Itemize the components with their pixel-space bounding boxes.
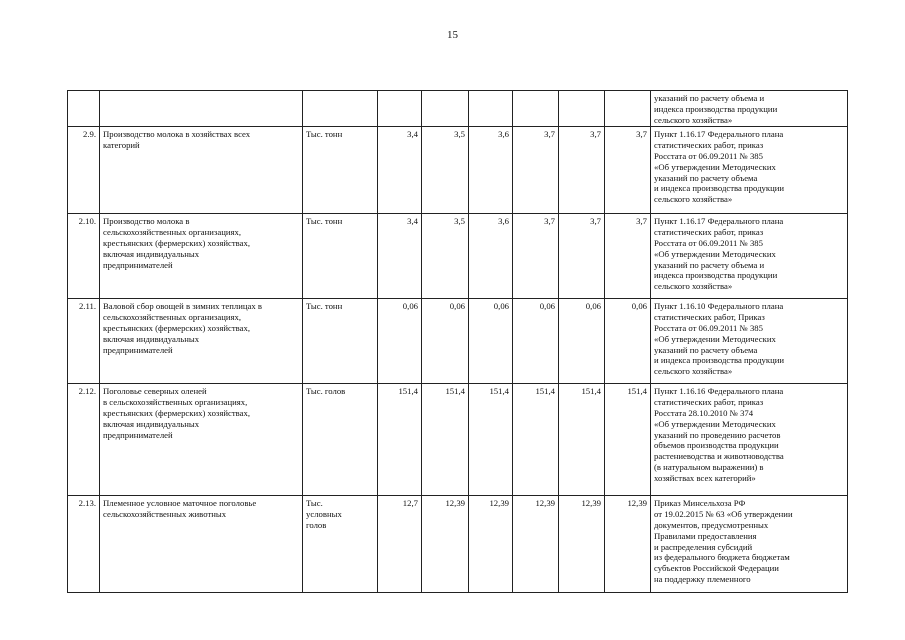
- cell-source: [651, 299, 848, 384]
- source-line: и распределения субсидий: [654, 541, 753, 552]
- cell-num: 2.10.: [68, 214, 100, 299]
- cell-source: [651, 214, 848, 299]
- cell-source: [651, 384, 848, 496]
- name-line: сельскохозяйственных организациях,: [103, 227, 242, 238]
- name-line: в сельскохозяйственных организациях,: [103, 397, 248, 408]
- unit-line: голов: [306, 519, 327, 530]
- cell-num: 2.11.: [68, 299, 100, 384]
- cell-value: 3,4: [378, 214, 422, 299]
- cell-value: 0,06: [605, 299, 651, 384]
- source-line: документов, предусмотренных: [654, 519, 769, 530]
- source-line: субъектов Российской Федерации: [654, 563, 779, 574]
- cell-unit: [303, 127, 378, 214]
- cell-unit: [303, 384, 378, 496]
- cell-num: 2.13.: [68, 496, 100, 593]
- source-line: Пункт 1.16.17 Федерального плана: [654, 216, 784, 227]
- source-line: «Об утверждении Методических: [654, 161, 776, 172]
- cell-num: [68, 91, 100, 127]
- cell-value: 3,4: [378, 127, 422, 214]
- cell-value: [605, 91, 651, 127]
- cell-name: [100, 299, 303, 384]
- cell-value: 0,06: [469, 299, 513, 384]
- cell-value: [422, 91, 469, 127]
- name-line: сельскохозяйственных организациях,: [103, 312, 242, 323]
- name-line: категорий: [103, 140, 140, 151]
- source-line: статистических работ, приказ: [654, 227, 764, 238]
- cell-value: 12,39: [559, 496, 605, 593]
- source-line: указаний по расчету объема и: [654, 259, 765, 270]
- source-line: указаний по расчету объема: [654, 172, 758, 183]
- cell-value: 12,39: [605, 496, 651, 593]
- cell-name: [100, 91, 303, 127]
- source-line: Пункт 1.16.17 Федерального плана: [654, 129, 784, 140]
- cell-value: 151,4: [422, 384, 469, 496]
- source-line: индекса производства продукции: [654, 270, 778, 281]
- source-line: статистических работ, приказ: [654, 397, 764, 408]
- name-line: включая индивидуальных: [103, 333, 200, 344]
- name-line: включая индивидуальных: [103, 248, 200, 259]
- cell-value: 3,7: [605, 214, 651, 299]
- unit-line: условных: [306, 509, 342, 520]
- cell-value: 151,4: [469, 384, 513, 496]
- source-line: (в натуральном выражении) в: [654, 461, 764, 472]
- cell-source: [651, 127, 848, 214]
- source-line: указаний по расчету объема и: [654, 93, 765, 103]
- cell-name: [100, 127, 303, 214]
- cell-value: 3,6: [469, 127, 513, 214]
- cell-value: 12,39: [469, 496, 513, 593]
- source-line: указаний по проведению расчетов: [654, 429, 781, 440]
- name-line: Производство молока в хозяйствах всех: [103, 129, 251, 140]
- source-line: Росстата от 06.09.2011 № 385: [654, 150, 763, 161]
- cell-value: 151,4: [605, 384, 651, 496]
- unit-line: Тыс. тонн: [306, 129, 343, 140]
- name-line: крестьянских (фермерских) хозяйствах,: [103, 237, 251, 248]
- source-line: от 19.02.2015 № 63 «Об утверждении: [654, 509, 793, 520]
- cell-name: [100, 384, 303, 496]
- source-line: «Об утверждении Методических: [654, 248, 776, 259]
- cell-value: [513, 91, 559, 127]
- source-line: сельского хозяйства»: [654, 281, 733, 292]
- table-row-continuation: [68, 91, 848, 127]
- source-line: указаний по расчету объема: [654, 344, 758, 355]
- cell-value: [559, 91, 605, 127]
- page-number: 15: [447, 29, 458, 41]
- name-line: Производство молока в: [103, 216, 190, 227]
- unit-line: Тыс. тонн: [306, 216, 343, 227]
- cell-value: 3,7: [559, 127, 605, 214]
- cell-value: 12,7: [378, 496, 422, 593]
- cell-source: [651, 496, 848, 593]
- unit-line: Тыс.: [306, 498, 323, 509]
- source-line: Росстата от 06.09.2011 № 385: [654, 322, 763, 333]
- unit-line: Тыс. голов: [306, 386, 346, 397]
- cell-value: 0,06: [422, 299, 469, 384]
- name-line: крестьянских (фермерских) хозяйствах,: [103, 322, 251, 333]
- table-row: [68, 299, 848, 384]
- source-line: на поддержку племенного: [654, 573, 751, 584]
- cell-unit: [303, 91, 378, 127]
- source-line: объемов производства продукции: [654, 440, 779, 451]
- cell-name: [100, 214, 303, 299]
- name-line: сельскохозяйственных животных: [103, 509, 227, 520]
- source-line: Росстата от 06.09.2011 № 385: [654, 237, 763, 248]
- cell-value: 0,06: [559, 299, 605, 384]
- source-line: Росстата 28.10.2010 № 374: [654, 407, 754, 418]
- cell-num: 2.9.: [68, 127, 100, 214]
- cell-unit: [303, 496, 378, 593]
- source-line: и индекса производства продукции: [654, 355, 785, 366]
- cell-value: 151,4: [559, 384, 605, 496]
- unit-line: Тыс. тонн: [306, 301, 343, 312]
- cell-value: 3,7: [513, 214, 559, 299]
- source-line: статистических работ, Приказ: [654, 312, 765, 323]
- table-body: [68, 91, 848, 593]
- source-line: из федерального бюджета бюджетам: [654, 552, 790, 563]
- source-line: растениеводства и животноводства: [654, 451, 784, 462]
- source-line: Пункт 1.16.16 Федерального плана: [654, 386, 784, 397]
- cell-unit: [303, 299, 378, 384]
- table-row: [68, 384, 848, 496]
- cell-value: 3,7: [559, 214, 605, 299]
- cell-value: [378, 91, 422, 127]
- name-line: предпринимателей: [103, 429, 173, 440]
- table-row: [68, 214, 848, 299]
- cell-value: 3,7: [513, 127, 559, 214]
- source-line: хозяйствах всех категорий»: [654, 472, 756, 483]
- name-line: предпринимателей: [103, 259, 173, 270]
- cell-value: 12,39: [422, 496, 469, 593]
- source-line: статистических работ, приказ: [654, 140, 764, 151]
- source-line: Пункт 1.16.10 Федерального плана: [654, 301, 784, 312]
- cell-num: 2.12.: [68, 384, 100, 496]
- cell-value: 3,6: [469, 214, 513, 299]
- name-line: Поголовье северных оленей: [103, 386, 207, 397]
- cell-value: 151,4: [378, 384, 422, 496]
- source-line: Приказ Минсельхоза РФ: [654, 498, 746, 509]
- source-line: Правилами предоставления: [654, 530, 757, 541]
- cell-value: 0,06: [378, 299, 422, 384]
- name-line: включая индивидуальных: [103, 418, 200, 429]
- cell-value: 3,5: [422, 127, 469, 214]
- indicators-table: [67, 90, 848, 593]
- cell-value: 0,06: [513, 299, 559, 384]
- table-row: [68, 127, 848, 214]
- source-line: сельского хозяйства»: [654, 194, 733, 205]
- source-line: «Об утверждении Методических: [654, 333, 776, 344]
- name-line: крестьянских (фермерских) хозяйствах,: [103, 407, 251, 418]
- source-line: и индекса производства продукции: [654, 183, 785, 194]
- name-line: Племенное условное маточное поголовье: [103, 498, 257, 509]
- name-line: предпринимателей: [103, 344, 173, 355]
- name-line: Валовой сбор овощей в зимних теплицах в: [103, 301, 263, 312]
- cell-value: 3,5: [422, 214, 469, 299]
- cell-source: [651, 91, 848, 127]
- source-line: сельского хозяйства»: [654, 114, 733, 125]
- cell-value: 151,4: [513, 384, 559, 496]
- source-line: сельского хозяйства»: [654, 366, 733, 377]
- table-row: [68, 496, 848, 593]
- cell-name: [100, 496, 303, 593]
- cell-value: 3,7: [605, 127, 651, 214]
- cell-value: 12,39: [513, 496, 559, 593]
- source-line: «Об утверждении Методических: [654, 418, 776, 429]
- source-line: индекса производства продукции: [654, 103, 778, 114]
- cell-unit: [303, 214, 378, 299]
- cell-value: [469, 91, 513, 127]
